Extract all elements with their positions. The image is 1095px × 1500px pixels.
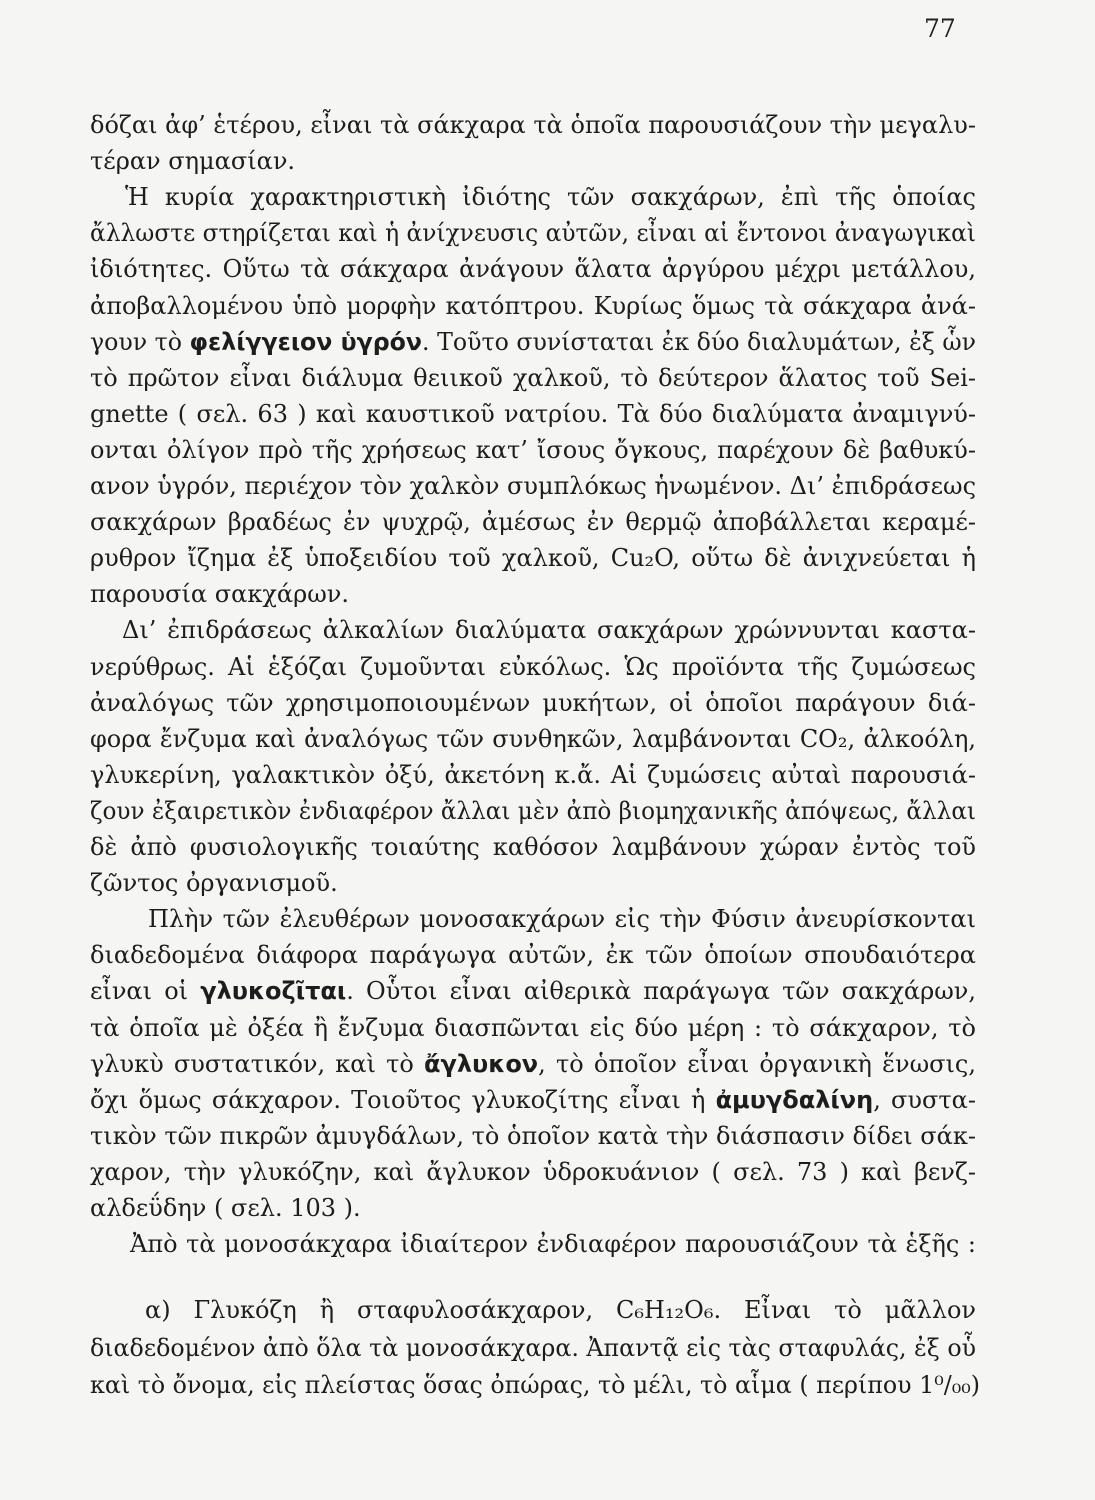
text-line-content: τὰ ὁποῖα μὲ ὀξέα ἢ ἔνζυμα διασπῶνται εἰς δύο μέρη : τὸ σάκχαρον, τὸ — [90, 1014, 976, 1042]
text-line-content: α) Γλυκόζη ἢ σταφυλοσάκχαρον, C₆H₁₂O₆. Εἶναι τὸ μᾶλλον — [145, 1296, 976, 1324]
bold-term: ἄγλυκον — [424, 1050, 539, 1078]
text-line-content: διαδεδομένα διάφορα παράγωγα αὐτῶν, ἐκ τῶν ὁποίων σπουδαιότερα — [90, 941, 976, 969]
text-line-content — [90, 324, 976, 360]
text-line-content: Πλὴν τῶν ἐλευθέρων μονοσακχάρων εἰς τὴν Φύσιν ἀνευρίσκονται — [148, 905, 976, 933]
text-line-content: ζῶντος ὀργανισμοῦ. — [90, 869, 338, 897]
text-line — [90, 757, 976, 793]
text-line — [130, 1226, 976, 1262]
text-line-content: διαδεδομένον ἀπὸ ὅλα τὰ μονοσάκχαρα. Ἀπαντᾷ εἰς τὰς σταφυλάς, ἐξ οὗ — [90, 1334, 976, 1362]
text-line-content: νερύθρως. Αἱ ἑξόζαι ζυμοῦνται εὐκόλως. Ὡς προϊόντα τῆς ζυμώσεως — [90, 653, 976, 681]
text-line — [90, 793, 976, 829]
text-line — [90, 540, 976, 576]
text-line — [90, 504, 976, 540]
text-line-content: Ἀπὸ τὰ μονοσάκχαρα ἰδιαίτερον ἐνδιαφέρον παρουσιάζουν τὰ ἑξῆς : — [130, 1230, 976, 1258]
text-line — [90, 360, 976, 396]
text-line — [90, 576, 976, 612]
text-line — [145, 1292, 976, 1328]
text-line — [90, 215, 976, 251]
text-line-content: ονται ὀλίγον πρὸ τῆς χρήσεως κατ’ ἴσους ὄγκους, παρέχουν δὲ βαθυκύ- — [90, 436, 976, 464]
text-line-content: τέραν σημασίαν. — [90, 147, 296, 175]
text-line-content: γλυκερίνη, γαλακτικὸν ὀξύ, ἀκετόνη κ.ἄ. Αἱ ζυμώσεις αὐταὶ παρουσιά- — [90, 761, 976, 789]
text-line-content: ανον ὑγρόν, περιέχον τὸν χαλκὸν συμπλόκως ἡνωμένον. Δι’ ἐπιδράσεως — [90, 472, 976, 500]
text-line — [90, 432, 976, 468]
text-line — [90, 324, 976, 360]
text-segment: . Οὗτοι εἶναι αἰθερικὰ παράγωγα τῶν σακχάρων, — [346, 977, 976, 1005]
text-segment: . Τοῦτο συνίσταται ἐκ δύο διαλυμάτων, ἐξ ὧν — [422, 328, 976, 356]
text-segment: εἶναι οἱ — [90, 977, 201, 1005]
text-line-content: τὸ πρῶτον εἶναι διάλυμα θειικοῦ χαλκοῦ, τὸ δεύτερον ἅλατος τοῦ Sei- — [90, 364, 976, 392]
text-line — [90, 251, 976, 287]
text-line-content: χαρον, τὴν γλυκόζην, καὶ ἄγλυκον ὑδροκυάνιον ( σελ. 73 ) καὶ βενζ- — [90, 1158, 976, 1186]
text-line — [90, 937, 976, 973]
text-segment: , τὸ ὁποῖον εἶναι ὀργανικὴ ἕνωσις, — [538, 1050, 977, 1078]
text-line-content: τικὸν τῶν πικρῶν ἀμυγδάλων, τὸ ὁποῖον κατὰ τὴν διάσπασιν δίδει σάκ- — [90, 1122, 976, 1150]
page-number: 77 — [924, 14, 956, 43]
text-line-content — [90, 973, 976, 1009]
text-line — [90, 468, 976, 504]
text-line-content: ἀναλόγως τῶν χρησιμοποιουμένων μυκήτων, οἱ ὁποῖοι παράγουν διά- — [90, 689, 976, 717]
text-line — [90, 973, 976, 1009]
text-line-content: ἰδιότητες. Οὕτω τὰ σάκχαρα ἀνάγουν ἅλατα ἀργύρου μέχρι μετάλλου, — [90, 255, 976, 283]
text-line — [122, 612, 976, 648]
text-line — [90, 649, 976, 685]
text-line — [148, 901, 976, 937]
text-line — [90, 288, 976, 324]
text-line — [90, 865, 976, 901]
text-line-content — [90, 1046, 976, 1082]
text-line-content: ἀποβαλλομένου ὑπὸ μορφὴν κατόπτρου. Κυρίως ὅμως τὰ σάκχαρα ἀνά- — [90, 292, 976, 320]
text-line-content: ζουν ἐξαιρετικὸν ἐνδιαφέρον ἄλλαι μὲν ἀπὸ βιομηχανικῆς ἀπόψεως, ἄλλαι — [90, 797, 976, 825]
text-line-content: Δι’ ἐπιδράσεως ἀλκαλίων διαλύματα σακχάρων χρώννυνται καστα- — [122, 616, 976, 644]
text-line — [90, 396, 976, 432]
text-line-content: αλδεΰδην ( σελ. 103 ). — [90, 1194, 361, 1222]
text-line-content: φορα ἔνζυμα καὶ ἀναλόγως τῶν συνθηκῶν, λαμβάνονται CO₂, ἀλκοόλη, — [90, 725, 976, 753]
text-line-content: Ἡ κυρία χαρακτηριστικὴ ἰδιότης τῶν σακχάρων, ἐπὶ τῆς ὁποίας — [125, 183, 976, 211]
text-line — [90, 1154, 976, 1190]
text-line — [125, 179, 976, 215]
text-segment: γουν τὸ — [90, 328, 190, 356]
bold-term: γλυκοζῖται — [200, 977, 347, 1005]
text-line — [90, 829, 976, 865]
text-line — [90, 721, 976, 757]
text-line-content: παρουσία σακχάρων. — [90, 580, 349, 608]
text-line — [90, 685, 976, 721]
text-line — [90, 1118, 976, 1154]
text-line-content: σακχάρων βραδέως ἐν ψυχρῷ, ἀμέσως ἐν θερμῷ ἀποβάλλεται κεραμέ- — [90, 508, 976, 536]
text-line — [90, 107, 976, 143]
text-line-content: ρυθρον ἴζημα ἐξ ὑποξειδίου τοῦ χαλκοῦ, Cu₂O, οὕτω δὲ ἀνιχνεύεται ἡ — [90, 544, 976, 572]
text-line — [90, 1082, 976, 1118]
text-line-content: δόζαι ἀφ’ ἑτέρου, εἶναι τὰ σάκχαρα τὰ ὁποῖα παρουσιάζουν τὴν μεγαλυ- — [90, 111, 976, 139]
text-line-content — [90, 1082, 976, 1118]
text-line — [90, 1367, 980, 1403]
text-line-content: καὶ τὸ ὄνομα, εἰς πλείστας ὅσας ὀπώρας, τὸ μέλι, τὸ αἷμα ( περίπου 1⁰/₀₀) — [90, 1371, 980, 1399]
bold-term: ἀμυγδαλίνη — [715, 1086, 874, 1114]
text-line-content: δὲ ἀπὸ φυσιολογικῆς τοιαύτης καθόσον λαμβάνουν χώραν ἐντὸς τοῦ — [90, 833, 976, 861]
text-line — [90, 1190, 976, 1226]
bold-term: φελίγγειον ὑγρόν — [189, 328, 423, 356]
text-line — [90, 1010, 976, 1046]
text-line — [90, 1330, 976, 1366]
text-segment: , συστα- — [873, 1086, 976, 1114]
text-line-content: ἄλλωστε στηρίζεται καὶ ἡ ἀνίχνευσις αὐτῶν, εἶναι αἱ ἔντονοι ἀναγωγικαὶ — [90, 219, 976, 247]
text-segment: γλυκὺ συστατικόν, καὶ τὸ — [90, 1050, 425, 1078]
text-line — [90, 1046, 976, 1082]
text-segment: ὄχι ὅμως σάκχαρον. Τοιοῦτος γλυκοζίτης εἶναι ἡ — [90, 1086, 716, 1114]
text-line-content: gnette ( σελ. 63 ) καὶ καυστικοῦ νατρίου. Τὰ δύο διαλύματα ἀναμιγνύ- — [90, 400, 976, 428]
text-line — [90, 143, 976, 179]
